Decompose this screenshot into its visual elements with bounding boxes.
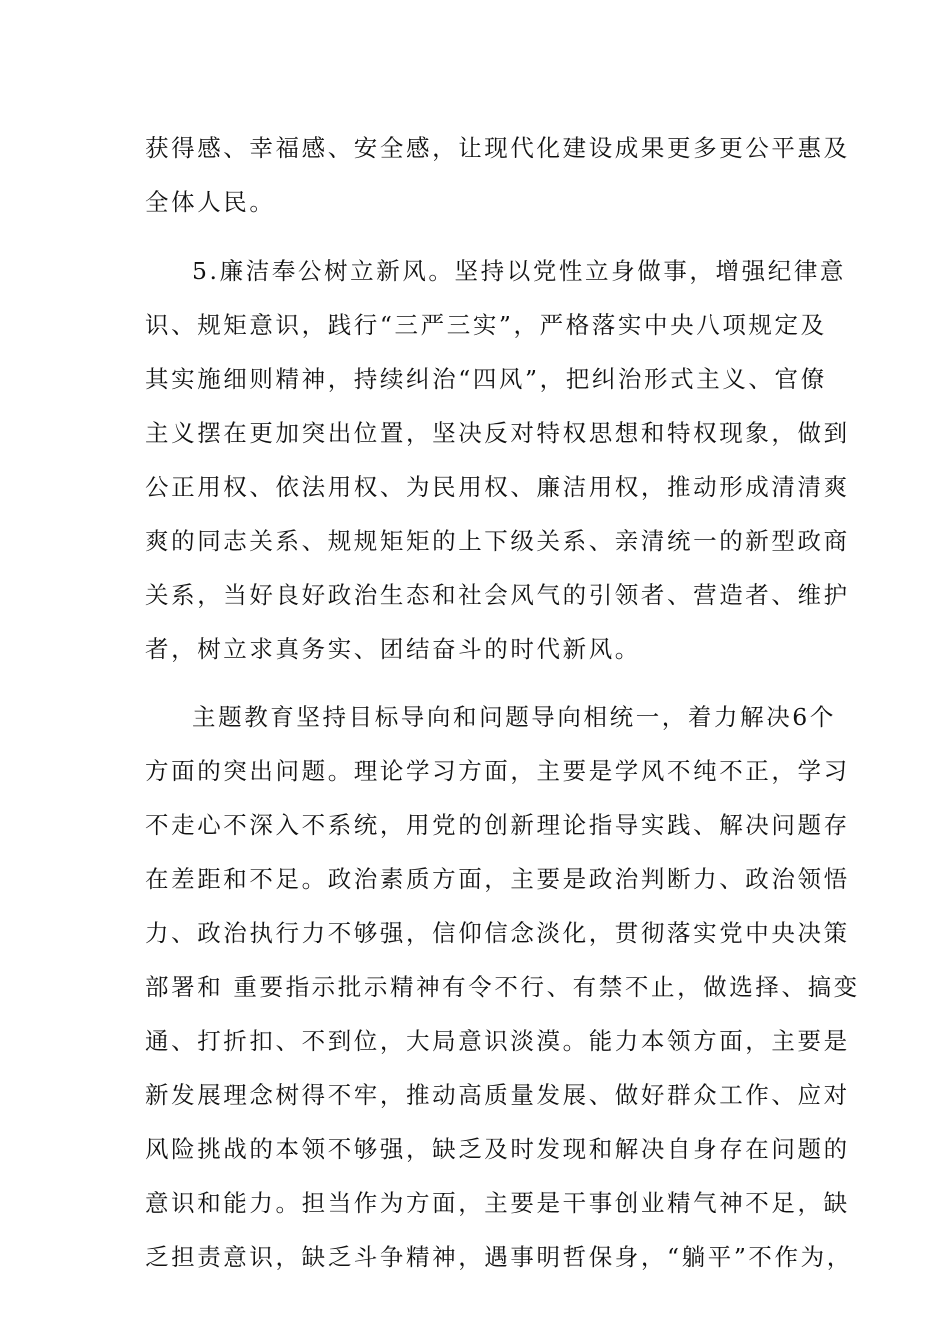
text-line: 部署和 重要指示批示精神有令不行、有禁不止，做选择、搞变: [145, 973, 860, 1001]
text-line: 主义摆在更加突出位置，坚决反对特权思想和特权现象，做到: [145, 419, 850, 447]
text-line: 意识和能力。担当作为方面，主要是干事创业精气神不足，缺: [145, 1189, 850, 1217]
text-line: 通、打折扣、不到位，大局意识淡漠。能力本领方面，主要是: [145, 1027, 850, 1055]
text-line: 风险挑战的本领不够强，缺乏及时发现和解决自身存在问题的: [145, 1135, 850, 1163]
text-line: 公正用权、依法用权、为民用权、廉洁用权，推动形成清清爽: [145, 473, 850, 501]
text-line: 获得感、幸福感、安全感，让现代化建设成果更多更公平惠及: [145, 134, 850, 162]
text-line: 乏担责意识，缺乏斗争精神，遇事明哲保身，“躺平”不作为，: [145, 1243, 853, 1271]
text-line: 力、政治执行力不够强，信仰信念淡化，贯彻落实党中央决策: [145, 919, 850, 947]
text-line: 其实施细则精神，持续纠治“四风”，把纠治形式主义、官僚: [145, 365, 827, 393]
text-line: 不走心不深入不系统，用党的创新理论指导实践、解决问题存: [145, 811, 850, 839]
paragraph-start-line: 主题教育坚持目标导向和问题导向相统一，着力解决6个: [192, 703, 836, 731]
text-line: 识、规矩意识，践行“三严三实”，严格落实中央八项规定及: [145, 311, 827, 339]
text-line: 者，树立求真务实、团结奋斗的时代新风。: [145, 635, 641, 663]
text-line: 全体人民。: [145, 188, 276, 216]
text-line: 爽的同志关系、规规矩矩的上下级关系、亲清统一的新型政商: [145, 527, 850, 555]
text-line: 关系，当好良好政治生态和社会风气的引领者、营造者、维护: [145, 581, 850, 609]
text-line: 在差距和不足。政治素质方面，主要是政治判断力、政治领悟: [145, 865, 850, 893]
paragraph-start-line: 5.廉洁奉公树立新风。坚持以党性立身做事，增强纪律意: [192, 257, 847, 285]
text-line: 新发展理念树得不牢，推动高质量发展、做好群众工作、应对: [145, 1081, 850, 1109]
text-line: 方面的突出问题。理论学习方面，主要是学风不纯不正，学习: [145, 757, 850, 785]
